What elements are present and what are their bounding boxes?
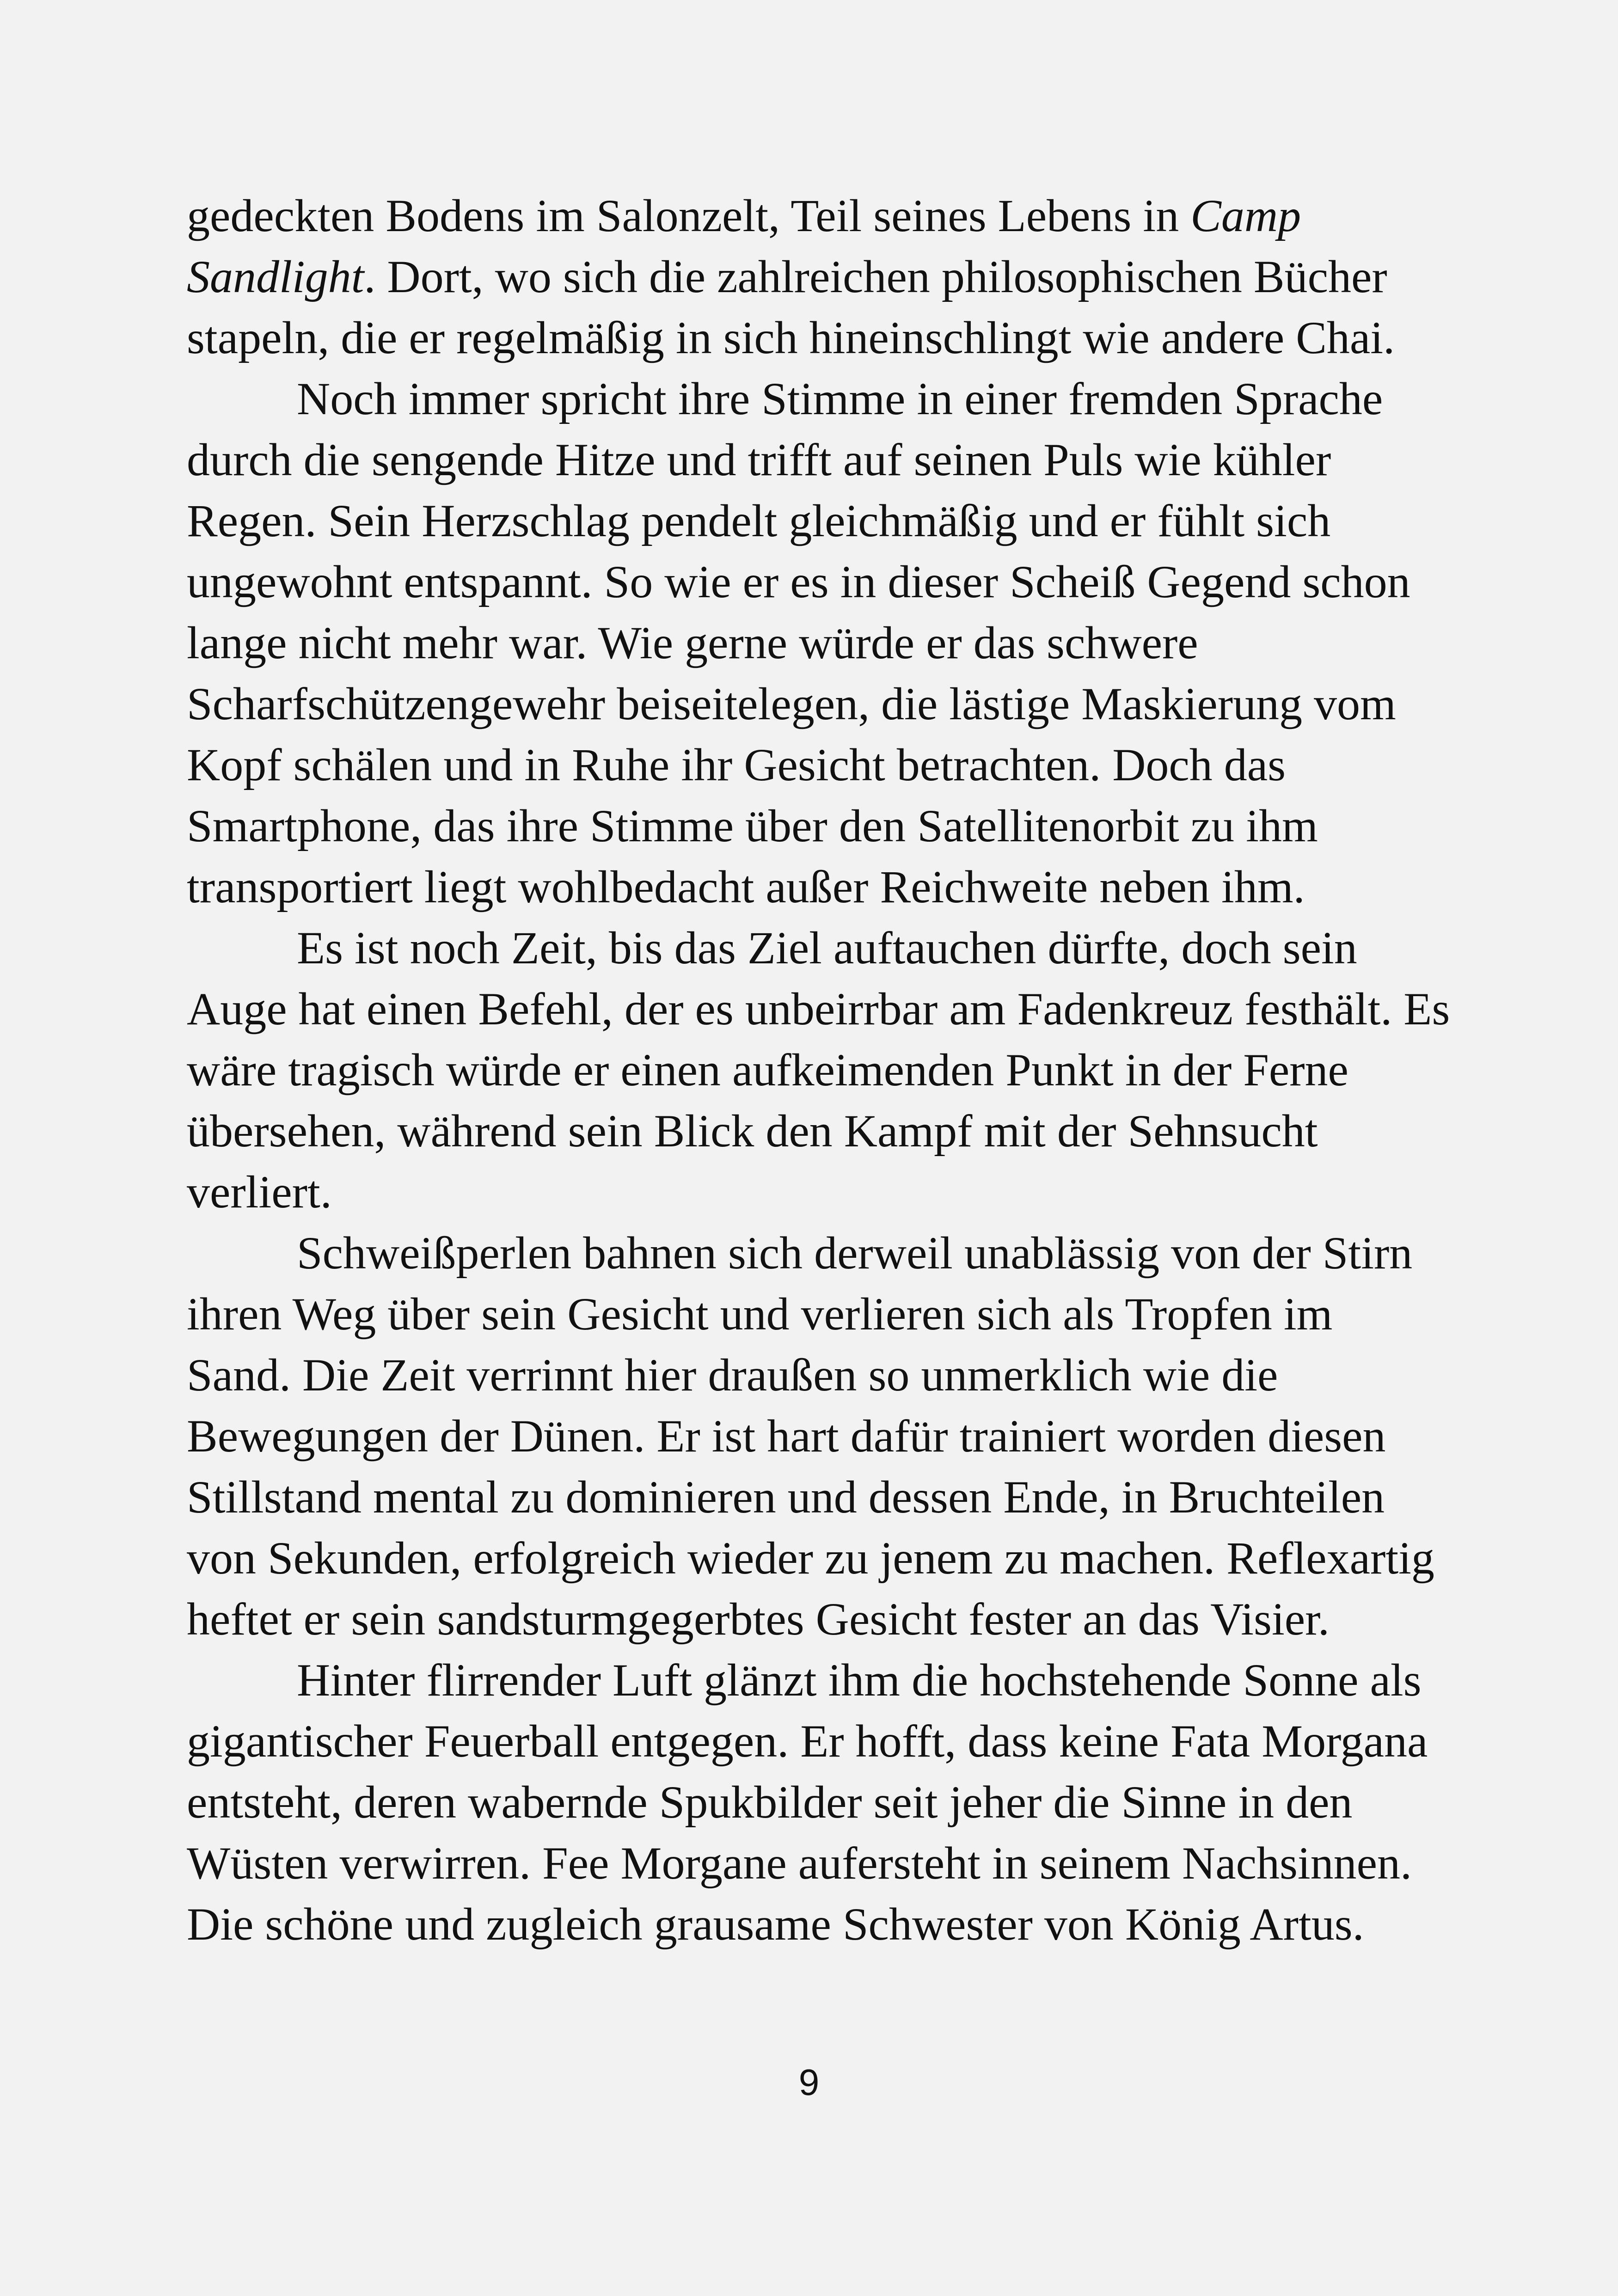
text-line: lange nicht mehr war. Wie gerne würde er das schwere [187, 617, 1198, 668]
text-line: übersehen, während sein Blick den Kampf mit der Sehnsucht [187, 1105, 1318, 1157]
text-line: Sandlight. Dort, wo sich die zahlreichen philosophischen Bücher [187, 251, 1387, 302]
text-line: Bewegungen der Dünen. Er ist hart dafür trainiert worden diesen [187, 1410, 1386, 1462]
paragraph-start-line: Noch immer spricht ihre Stimme in einer fremden Sprache [297, 373, 1383, 424]
italic-camp-name: Sandlight [187, 251, 364, 302]
italic-camp-name: Camp [1190, 190, 1301, 241]
text-line: transportiert liegt wohlbedacht außer Reichweite neben ihm. [187, 861, 1305, 912]
text-line: Die schöne und zugleich grausame Schwester von König Artus. [187, 1898, 1364, 1950]
page-number: 9 [798, 2062, 820, 2103]
text-line: verliert. [187, 1166, 332, 1218]
text-line: stapeln, die er regelmäßig in sich hineinschlingt wie andere Chai. [187, 312, 1395, 363]
text-line: Smartphone, das ihre Stimme über den Satellitenorbit zu ihm [187, 800, 1318, 851]
text-line: wäre tragisch würde er einen aufkeimenden Punkt in der Ferne [187, 1044, 1348, 1096]
text-line: von Sekunden, erfolgreich wieder zu jenem zu machen. Reflexartig [187, 1532, 1434, 1584]
paragraph-start-line: Schweißperlen bahnen sich derweil unablässig von der Stirn [297, 1227, 1413, 1279]
text-line: Scharfschützengewehr beiseitelegen, die lästige Maskierung vom [187, 678, 1396, 729]
text-line: ungewohnt entspannt. So wie er es in dieser Scheiß Gegend schon [187, 556, 1410, 607]
text-line: heftet er sein sandsturmgegerbtes Gesicht fester an das Visier. [187, 1593, 1330, 1645]
text-line: gigantischer Feuerball entgegen. Er hofft, dass keine Fata Morgana [187, 1715, 1428, 1767]
text-line: durch die sengende Hitze und trifft auf seinen Puls wie kühler [187, 434, 1331, 485]
text-line: Wüsten verwirren. Fee Morgane aufersteht in seinem Nachsinnen. [187, 1837, 1412, 1889]
text-line: Auge hat einen Befehl, der es unbeirrbar am Fadenkreuz festhält. Es [187, 983, 1450, 1035]
text-line: ihren Weg über sein Gesicht und verlieren sich als Tropfen im [187, 1288, 1333, 1340]
text-line: Kopf schälen und in Ruhe ihr Gesicht betrachten. Doch das [187, 739, 1286, 790]
body-text [187, 185, 1601, 1955]
text-line: gedeckten Bodens im Salonzelt, Teil seines Lebens in Camp [187, 190, 1301, 241]
text-line: Regen. Sein Herzschlag pendelt gleichmäßig und er fühlt sich [187, 495, 1331, 546]
paragraph-start-line: Hinter flirrender Luft glänzt ihm die hochstehende Sonne als [297, 1654, 1422, 1706]
text-line: Stillstand mental zu dominieren und dessen Ende, in Bruchteilen [187, 1471, 1385, 1523]
text-line: Sand. Die Zeit verrinnt hier draußen so unmerklich wie die [187, 1349, 1278, 1401]
text-line: entsteht, deren wabernde Spukbilder seit jeher die Sinne in den [187, 1776, 1353, 1828]
paragraph-start-line: Es ist noch Zeit, bis das Ziel auftauchen dürfte, doch sein [297, 922, 1357, 974]
